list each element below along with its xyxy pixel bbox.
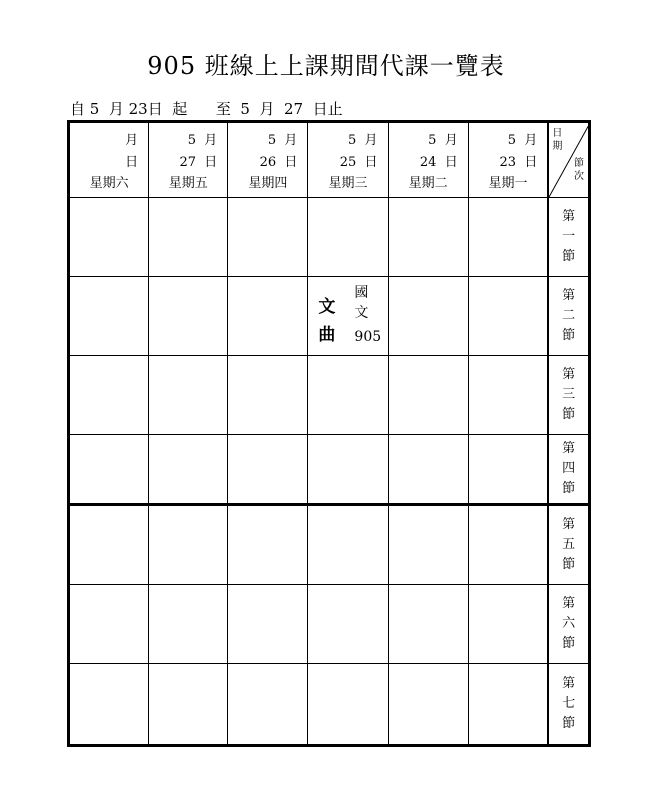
schedule-cell — [388, 356, 468, 435]
schedule-cell — [228, 277, 308, 356]
schedule-cell — [468, 664, 548, 746]
header-day: 26 日 — [259, 155, 298, 170]
date-range: 自 5 月 23日 起 至 5 月 27 日止 — [70, 100, 343, 118]
period-label-cell — [548, 585, 589, 664]
period-label: 第七節 — [562, 676, 576, 731]
table-row — [69, 277, 590, 356]
schedule-cell — [149, 435, 228, 505]
header-weekday: 星期六 — [89, 176, 129, 191]
corner-date-label: 日期 — [552, 128, 563, 152]
schedule-cell — [468, 585, 548, 664]
schedule-cell — [388, 435, 468, 505]
schedule-cell — [228, 356, 308, 435]
schedule-cell — [149, 198, 228, 277]
header-weekday: 星期五 — [168, 176, 208, 191]
schedule-cell — [149, 356, 228, 435]
header-wed — [308, 122, 388, 198]
schedule-cell — [69, 505, 149, 585]
header-tue — [388, 122, 468, 198]
period-label: 第五節 — [562, 517, 576, 572]
corner-cell — [548, 122, 589, 198]
schedule-cell — [69, 435, 149, 505]
period-label-cell — [548, 277, 589, 356]
header-mon — [468, 122, 548, 198]
schedule-cell — [308, 585, 388, 664]
schedule-cell — [468, 505, 548, 585]
header-day: 24 日 — [419, 155, 458, 170]
header-sat — [69, 122, 149, 198]
period-label-cell — [548, 505, 589, 585]
substitute-teacher: 文曲 — [318, 297, 336, 345]
table-row — [69, 356, 590, 435]
header-month: 5 月 — [187, 133, 218, 148]
schedule-cell — [228, 435, 308, 505]
table-row — [69, 664, 590, 746]
period-label-cell — [548, 356, 589, 435]
schedule-cell — [149, 505, 228, 585]
schedule-cell — [308, 505, 388, 585]
header-day: 25 日 — [339, 155, 378, 170]
schedule-cell — [69, 356, 149, 435]
table-row — [69, 505, 590, 585]
period-label-cell — [548, 198, 589, 277]
schedule-table — [67, 120, 591, 747]
header-weekday: 星期一 — [488, 176, 528, 191]
schedule-cell — [468, 198, 548, 277]
schedule-cell — [69, 198, 149, 277]
schedule-cell — [69, 585, 149, 664]
period-label: 第三節 — [562, 367, 576, 422]
schedule-cell — [69, 277, 149, 356]
schedule-cell — [388, 198, 468, 277]
header-day: 日 — [125, 155, 139, 170]
header-fri — [149, 122, 228, 198]
period-label-cell — [548, 664, 589, 746]
table-row — [69, 198, 590, 277]
schedule-cell — [308, 198, 388, 277]
header-weekday: 星期二 — [408, 176, 448, 191]
schedule-cell — [308, 435, 388, 505]
schedule-cell — [228, 505, 308, 585]
header-month: 5 月 — [507, 133, 538, 148]
period-label: 第一節 — [562, 209, 576, 264]
schedule-cell — [149, 277, 228, 356]
schedule-cell — [228, 585, 308, 664]
subject-name: 國文 — [354, 285, 369, 321]
header-row — [69, 122, 590, 198]
corner-period-label: 節次 — [574, 158, 584, 182]
schedule-cell — [149, 585, 228, 664]
period-label: 第六節 — [562, 596, 576, 651]
header-month: 5 月 — [428, 133, 458, 148]
schedule-cell — [388, 277, 468, 356]
schedule-cell — [149, 664, 228, 746]
header-day: 23 日 — [499, 155, 538, 170]
header-month: 月 — [125, 133, 139, 148]
schedule-cell — [388, 585, 468, 664]
schedule-cell — [228, 198, 308, 277]
schedule-cell — [388, 664, 468, 746]
schedule-cell — [468, 435, 548, 505]
schedule-cell — [228, 664, 308, 746]
header-weekday: 星期四 — [248, 176, 288, 191]
period-label: 第二節 — [562, 288, 576, 343]
class-number: 905 — [354, 329, 382, 345]
header-day: 27 日 — [179, 155, 218, 170]
schedule-cell — [308, 664, 388, 746]
schedule-cell — [69, 664, 149, 746]
page-title: 905 班線上上課期間代課一覽表 — [147, 52, 505, 80]
schedule-cell — [388, 505, 468, 585]
schedule-cell — [468, 277, 548, 356]
header-month: 5 月 — [348, 133, 378, 148]
table-row — [69, 585, 590, 664]
period-label-cell — [548, 435, 589, 505]
schedule-cell — [308, 356, 388, 435]
table-row — [69, 435, 590, 505]
header-weekday: 星期三 — [328, 176, 368, 191]
header-thu — [228, 122, 308, 198]
schedule-cell-wed-period-2 — [308, 277, 388, 356]
header-month: 5 月 — [267, 133, 298, 148]
period-label: 第四節 — [562, 441, 576, 496]
schedule-cell — [468, 356, 548, 435]
